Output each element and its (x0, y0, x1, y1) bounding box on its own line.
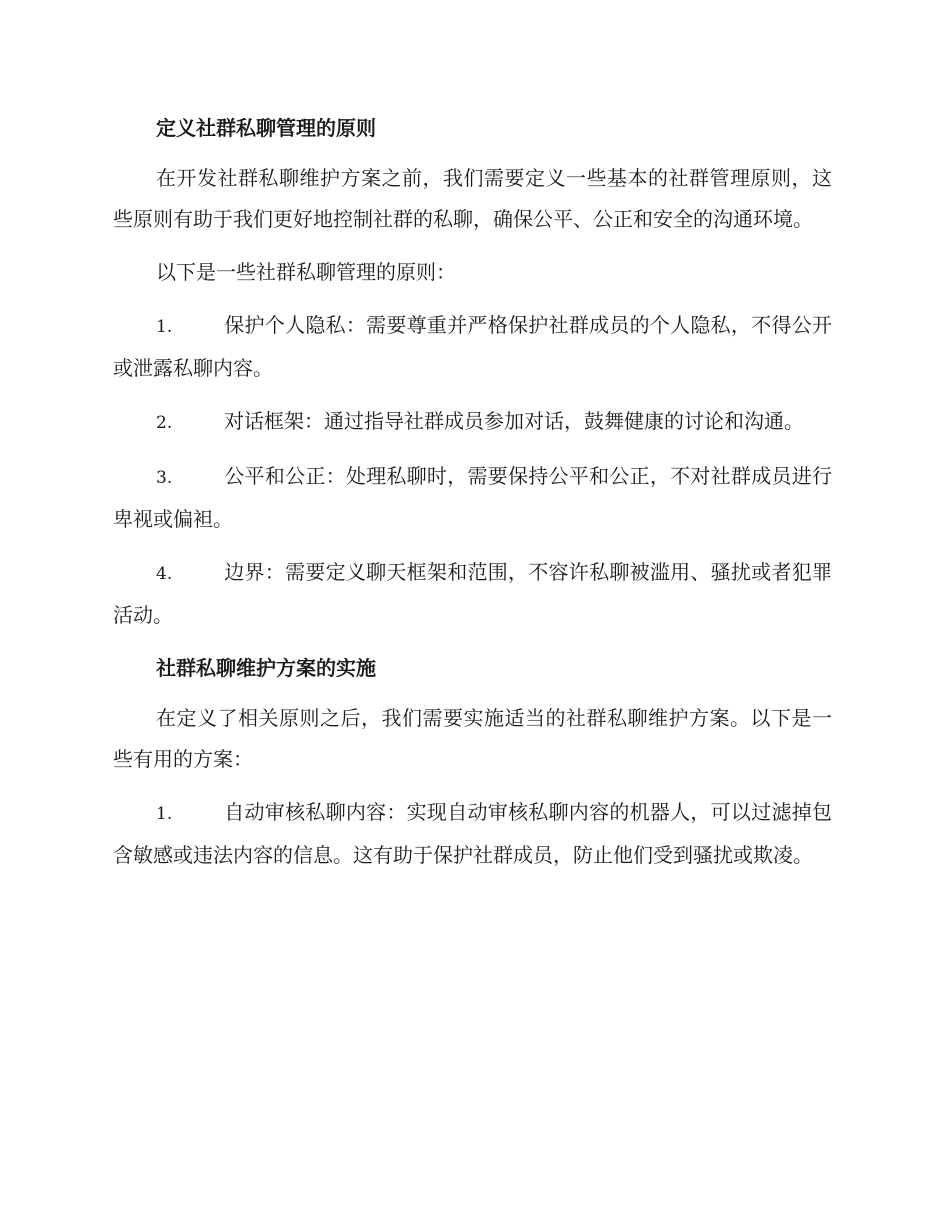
paragraph-principles-intro: 在开发社群私聊维护方案之前，我们需要定义一些基本的社群管理原则，这些原则有助于我们更好地控制社群的私聊，确保公平、公正和安全的沟通环境。 (113, 166, 832, 231)
list-number: 1. (156, 804, 173, 824)
list-number: 2. (156, 413, 173, 433)
list-text: 边界：需要定义聊天框架和范围，不容许私聊被滥用、骚扰或者犯罪活动。 (113, 560, 832, 627)
list-item (113, 456, 832, 540)
list-text: 保护个人隐私：需要尊重并严格保护社群成员的个人隐私，不得公开或泄露私聊内容。 (113, 313, 832, 380)
list-item (113, 401, 832, 444)
list-item (113, 552, 832, 636)
list-text: 对话框架：通过指导社群成员参加对话，鼓舞健康的讨论和沟通。 (224, 409, 804, 433)
list-text: 自动审核私聊内容：实现自动审核私聊内容的机器人，可以过滤掉包含敏感或违法内容的信息。这有助于保护社群成员，防止他们受到骚扰或欺凌。 (113, 800, 832, 867)
section-heading-principles: 定义社群私聊管理的原则 (156, 116, 376, 140)
list-number: 1. (156, 317, 173, 337)
paragraph-implementation-intro: 在定义了相关原则之后，我们需要实施适当的社群私聊维护方案。以下是一些有用的方案： (113, 706, 832, 771)
list-text: 公平和公正：处理私聊时，需要保持公平和公正，不对社群成员进行卑视或偏袒。 (113, 464, 832, 531)
list-item (113, 305, 832, 389)
list-number: 3. (156, 468, 173, 488)
section-heading-implementation: 社群私聊维护方案的实施 (156, 656, 376, 680)
paragraph-principles-lead: 以下是一些社群私聊管理的原则： (156, 260, 456, 284)
list-item (113, 792, 832, 876)
list-number: 4. (156, 564, 173, 584)
